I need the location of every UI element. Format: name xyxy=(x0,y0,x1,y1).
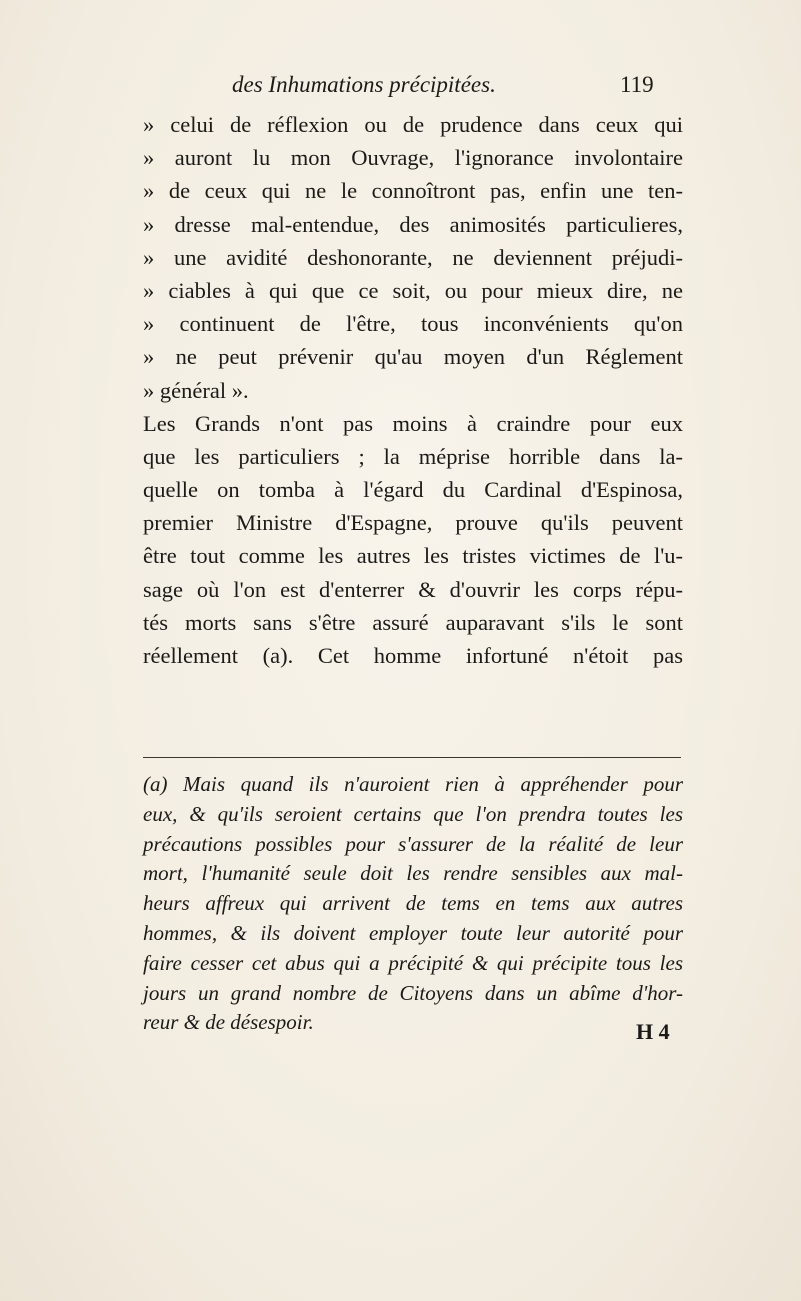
text-line: » une avidité deshonorante, ne deviennent préjudi- xyxy=(143,244,683,270)
text-line: » continuent de l'être, tous inconvénients qu'on xyxy=(143,311,683,337)
page-header xyxy=(222,72,662,104)
footnote-line: eux, & qu'ils seroient certains que l'on prendra toutes les xyxy=(143,801,683,826)
page-number: 119 xyxy=(620,72,654,97)
footnote-line: (a) Mais quand ils n'auroient rien à appréhender pour xyxy=(143,772,683,796)
signature-mark: H 4 xyxy=(636,1019,670,1044)
footnote-line: précautions possibles pour s'assurer de la réalité de leur xyxy=(143,831,683,856)
text-line: » auront lu mon Ouvrage, l'ignorance involontaire xyxy=(143,145,683,171)
text-line: » ciables à qui que ce soit, ou pour mieux dire, ne xyxy=(143,277,683,303)
text-line: tés morts sans s'être assuré auparavant s'ils le sont xyxy=(143,609,683,635)
text-line: » général ». xyxy=(143,377,249,403)
text-line: être tout comme les autres les tristes victimes de l'u- xyxy=(143,543,683,569)
footnote-line: faire cesser cet abus qui a précipité & qui précipite tous les xyxy=(143,950,683,975)
text-line: quelle on tomba à l'égard du Cardinal d'Espinosa, xyxy=(143,477,683,503)
footnote-line: jours un grand nombre de Citoyens dans un abîme d'hor- xyxy=(143,980,683,1005)
running-title: des Inhumations précipitées. xyxy=(232,72,496,97)
text-line: Les Grands n'ont pas moins à craindre pour eux xyxy=(143,410,683,436)
text-line: réellement (a). Cet homme infortuné n'étoit pas xyxy=(143,643,683,668)
footnote-line: hommes, & ils doivent employer toute leur autorité pour xyxy=(143,920,683,945)
footnote-divider xyxy=(143,757,681,758)
text-line: » dresse mal-entendue, des animosités particulieres, xyxy=(143,211,683,237)
text-line: sage où l'on est d'enterrer & d'ouvrir les corps répu- xyxy=(143,576,683,602)
text-line: premier Ministre d'Espagne, prouve qu'ils peuvent xyxy=(143,510,683,536)
text-line: » ne peut prévenir qu'au moyen d'un Réglement xyxy=(143,344,683,370)
text-line: » de ceux qui ne le connoîtront pas, enfin une ten- xyxy=(143,178,683,204)
text-line: » celui de réflexion ou de prudence dans ceux qui xyxy=(143,112,683,137)
footnote-line: mort, l'humanité seule doit les rendre sensibles aux mal- xyxy=(143,861,683,886)
footnote xyxy=(143,770,683,1038)
footnote-line: heurs affreux qui arrivent de tems en tems aux autres xyxy=(143,891,683,916)
text-line: que les particuliers ; la méprise horrible dans la- xyxy=(143,443,683,469)
footnote-line: reur & de désespoir. xyxy=(143,1010,314,1035)
main-text xyxy=(143,108,683,672)
